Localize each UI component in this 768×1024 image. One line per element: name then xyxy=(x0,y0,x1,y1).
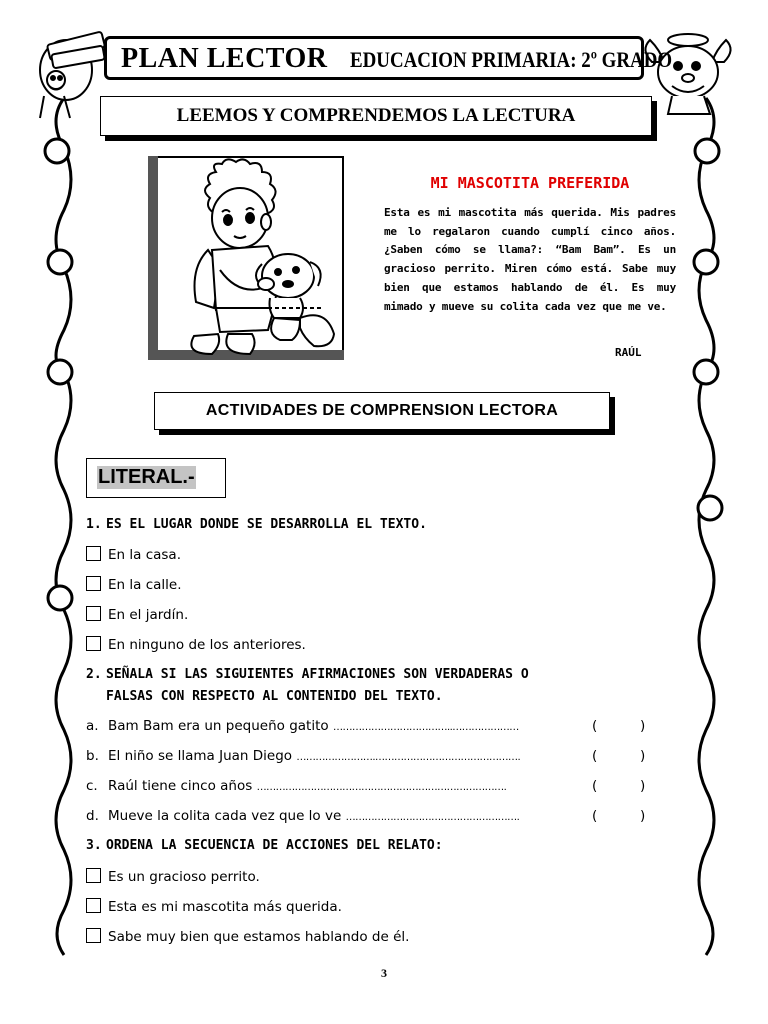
statement-text: Mueve la colita cada vez que lo ve xyxy=(108,808,342,824)
statement-text: Raúl tiene cinco años xyxy=(108,778,253,794)
checkbox[interactable] xyxy=(86,576,101,591)
header-left-title: PLAN LECTOR xyxy=(121,43,328,74)
answer-option[interactable] xyxy=(86,545,181,565)
answer-dots: ……………………………………………………………………. xyxy=(256,782,507,793)
story-author: RAÚL xyxy=(615,346,642,359)
sequence-option[interactable] xyxy=(86,867,260,887)
question-text-line1: SEÑALA SI LAS SIGUIENTES AFIRMACIONES SON VERDADERAS O xyxy=(106,667,529,682)
option-label: En el jardín. xyxy=(108,607,189,623)
activities-banner-label: ACTIVIDADES DE COMPRENSION LECTORA xyxy=(205,402,559,419)
checkbox[interactable] xyxy=(86,868,101,883)
checkbox[interactable] xyxy=(86,898,101,913)
answer-option[interactable] xyxy=(86,575,182,595)
boy-hugging-dog-drawing xyxy=(150,158,342,358)
story-paragraph: Esta es mi mascotita más querida. Mis padres me lo regalaron cuando cumplí cinco años. ¿Saben cómo se llama?: “Bam Bam”. Es un gracioso perrito. Miren cómo está. Sabe muy bien que estamos hablando de él. Es muy mimado y mueve su colita cada vez que me ve. xyxy=(384,206,676,313)
option-label: Sabe muy bien que estamos hablando de él. xyxy=(108,929,410,945)
statement-letter: d. xyxy=(86,808,99,824)
option-label: Esta es mi mascotita más querida. xyxy=(108,899,342,915)
question-number: 1. xyxy=(86,517,102,532)
answer-paren-open[interactable]: ( xyxy=(592,778,598,794)
answer-paren-close: ) xyxy=(640,808,646,824)
question-1 xyxy=(86,514,678,536)
true-false-statement xyxy=(86,716,656,736)
answer-paren-open[interactable]: ( xyxy=(592,718,598,734)
answer-dots: …………………….………………………………………. xyxy=(296,752,521,763)
question-2 xyxy=(86,664,678,708)
answer-paren-close: ) xyxy=(640,778,646,794)
answer-paren-open[interactable]: ( xyxy=(592,808,598,824)
story-illustration xyxy=(148,156,344,360)
checkbox[interactable] xyxy=(86,928,101,943)
story-title: MI MASCOTITA PREFERIDA xyxy=(430,174,630,192)
answer-option[interactable] xyxy=(86,605,188,625)
question-text-line2: FALSAS CON RESPECTO AL CONTENIDO DEL TEXTO. xyxy=(106,689,443,704)
option-label: En la calle. xyxy=(108,577,182,593)
question-3 xyxy=(86,835,678,857)
answer-option[interactable] xyxy=(86,635,306,655)
checkbox[interactable] xyxy=(86,546,101,561)
page-number: 3 xyxy=(381,966,387,980)
statement-text: Bam Bam era un pequeño gatito xyxy=(108,718,329,734)
true-false-statement xyxy=(86,806,656,826)
section-banner-label: LEEMOS Y COMPRENDEMOS LA LECTURA xyxy=(176,105,576,126)
statement-letter: c. xyxy=(86,778,98,794)
true-false-statement xyxy=(86,746,656,766)
option-label: En la casa. xyxy=(108,547,181,563)
activities-banner xyxy=(154,392,610,430)
level-label-box xyxy=(86,458,226,498)
question-text: ORDENA LA SECUENCIA DE ACCIONES DEL RELATO: xyxy=(106,838,443,853)
question-number: 2. xyxy=(86,667,102,682)
sequence-option[interactable] xyxy=(86,897,342,917)
boy-with-books-illustration xyxy=(40,31,105,118)
option-label: En ninguno de los anteriores. xyxy=(108,637,306,653)
statement-text: El niño se llama Juan Diego xyxy=(108,748,293,764)
header-right-title: EDUCACION PRIMARIA: 2º GRADO xyxy=(350,47,673,72)
section-banner xyxy=(100,96,652,136)
statement-letter: a. xyxy=(86,718,99,734)
statement-letter: b. xyxy=(86,748,99,764)
answer-dots: ………………………………..………………… xyxy=(332,722,519,733)
answer-paren-close: ) xyxy=(640,748,646,764)
level-label: LITERAL.- xyxy=(98,466,195,488)
checkbox[interactable] xyxy=(86,606,101,621)
answer-dots: ………………………………………………. xyxy=(345,812,520,823)
true-false-statement xyxy=(86,776,656,796)
answer-paren-close: ) xyxy=(640,718,646,734)
sequence-option[interactable] xyxy=(86,927,409,947)
header-banner xyxy=(104,36,673,80)
answer-paren-open[interactable]: ( xyxy=(592,748,598,764)
checkbox[interactable] xyxy=(86,636,101,651)
question-number: 3. xyxy=(86,838,102,853)
option-label: Es un gracioso perrito. xyxy=(108,869,260,885)
question-text: ES EL LUGAR DONDE SE DESARROLLA EL TEXTO. xyxy=(106,517,427,532)
angel-face-illustration xyxy=(645,34,730,114)
